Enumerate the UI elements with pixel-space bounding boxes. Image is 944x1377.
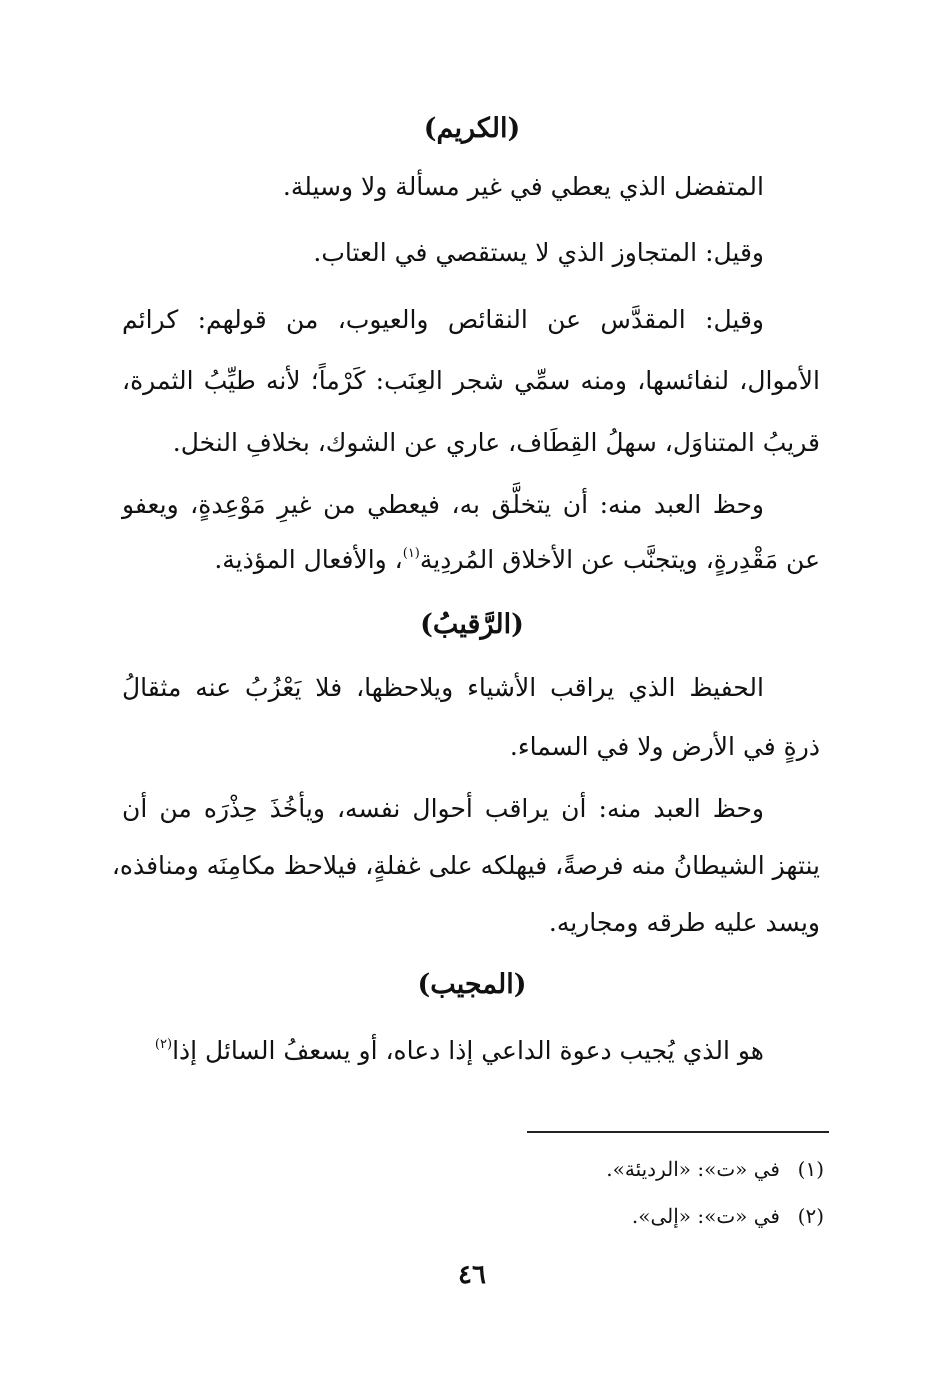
footnote [606,1157,824,1181]
footnote-number: (٢) [797,1204,824,1228]
text-line: الأموال، لنفائسها، ومنه سمِّي شجر العِنَب: كَرْماً؛ لأنه طيِّبُ الثمرة، [122,366,820,395]
footnote-number: (١) [797,1157,824,1181]
text-line: وقيل: المقدَّس عن النقائص والعيوب، من قولهم: كرائم [122,305,764,334]
footnote-ref: (١) [402,546,420,561]
text-line: الحفيظ الذي يراقب الأشياء ويلاحظها، فلا يَعْزُبُ عنه مثقالُ [122,673,764,702]
text-line: وحظ العبد منه: أن يراقب أحوال نفسه، ويأخُذَ حِذْرَه من أن [122,794,765,823]
footnote-text: في «ت»: «الرديئة». [606,1157,780,1181]
footnote [632,1204,824,1228]
footnote-separator [527,1131,829,1133]
text-fragment: عن مَقْدِرةٍ، ويتجنَّب عن الأخلاق المُردِية [419,545,820,574]
text-fragment: ، والأفعال المؤذية. [214,545,403,574]
text-line: ويسد عليه طرقه ومجاريه. [548,908,820,937]
text-line: المتفضل الذي يعطي في غير مسألة ولا وسيلة. [282,172,764,201]
text-fragment: هو الذي يُجيب دعوة الداعي إذا دعاه، أو يسعفُ السائل إذا [172,1036,764,1065]
text-line [122,545,820,574]
section-heading-karim: (الكريم) [423,113,521,144]
page-number: ٤٦ [458,1260,486,1290]
section-heading-mujib: (المجيب) [417,969,527,1000]
text-line [122,1036,764,1065]
text-line: ينتهز الشيطانُ منه فرصةً، فيهلكه على غفلةٍ، فيلاحظ مكامِنَه ومنافذه، [111,851,820,880]
text-line: قريبُ المتناوَل، سهلُ القِطَاف، عاري عن الشوك، بخلافِ النخل. [172,428,820,457]
text-line: وقيل: المتجاوز الذي لا يستقصي في العتاب. [313,238,764,267]
text-line: وحظ العبد منه: أن يتخلَّق به، فيعطي من غيرِ مَوْعِدةٍ، ويعفو [122,490,764,519]
footnote-ref: (٢) [154,1037,173,1052]
section-heading-raqib: (الرَّقيبُ) [420,609,524,640]
footnote-text: في «ت»: «إلى». [631,1204,780,1228]
text-line: ذرةٍ في الأرض ولا في السماء. [509,732,820,761]
